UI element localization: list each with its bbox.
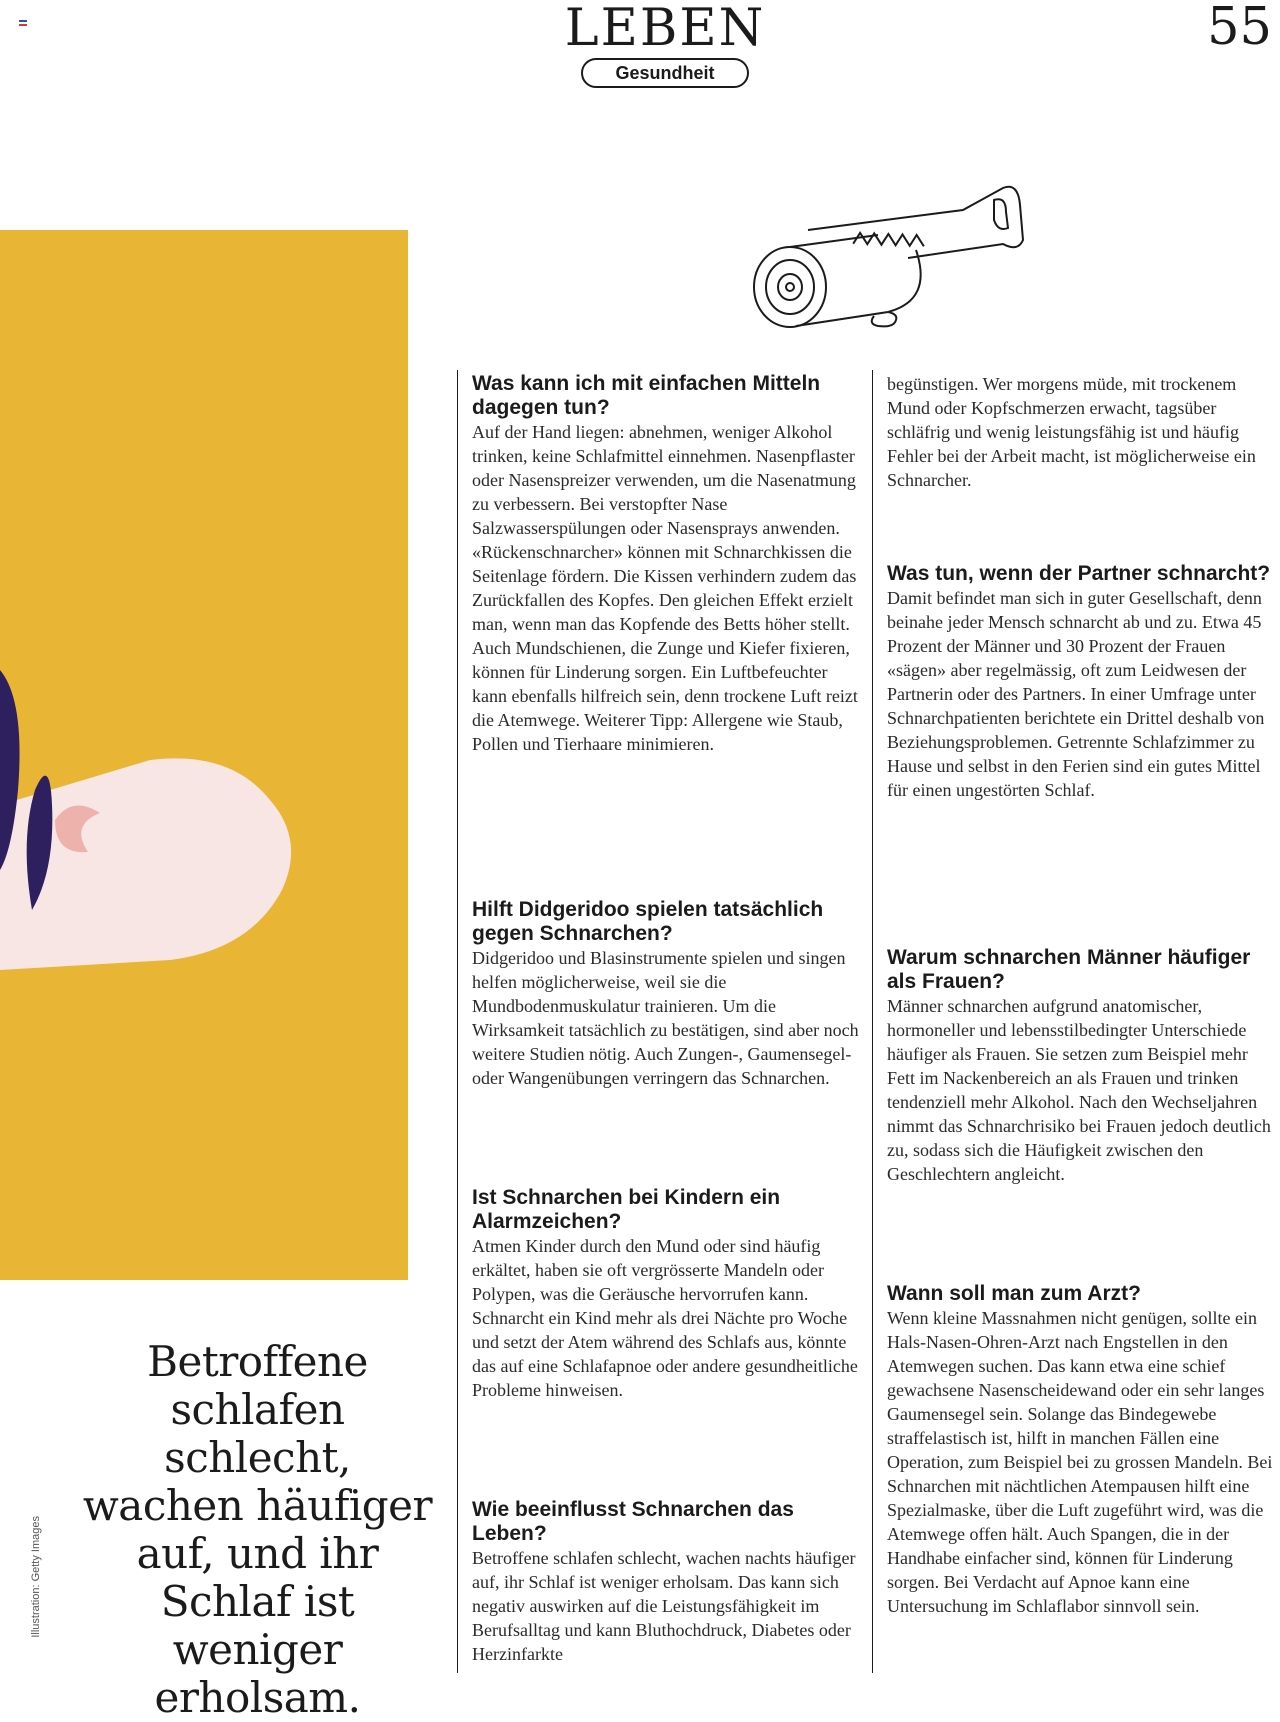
- section-title: LEBEN: [564, 0, 766, 58]
- article-body: Atmen Kinder durch den Mund oder sind häufig erkältet, haben sie oft vergrösserte Mandeln oder Polypen, was die Geräusche hervorrufen kann. Schnarcht ein Kind mehr als drei Nächte pro Woche und setzt der Atem während des Schlafs aus, könnte das auf eine Schlafapnoe oder andere gesundheitliche Probleme hinweisen.: [472, 1236, 858, 1400]
- page-number: 55: [1207, 0, 1272, 57]
- sleeping-person-illustration: [0, 230, 408, 1280]
- article-block: [472, 372, 862, 756]
- article-heading: Was kann ich mit einfachen Mitteln dagegen tun?: [472, 372, 821, 419]
- flag-icon: [19, 20, 27, 26]
- quote-line: auf, und ihr: [136, 1529, 379, 1578]
- article-heading: Ist Schnarchen bei Kindern ein Alarmzeichen?: [472, 1186, 781, 1233]
- article-block: [472, 1186, 862, 1402]
- column-divider: [457, 370, 458, 1673]
- article-block: [472, 898, 862, 1090]
- article-heading: Wie beeinflusst Schnarchen das Leben?: [472, 1498, 794, 1545]
- article-body: Wenn kleine Massnahmen nicht genügen, sollte ein Hals-Nasen-Ohren-Arzt nach Engstellen in den Atemwegen suchen. Das kann etwa eine schief gewachsene Nasenscheidewand oder ein sehr langes Gaumensegel sein. Solange das Bindegewebe straffelastisch ist, hilft in manchen Fällen eine Operation, zum Beispiel bei zu grossen Mandeln. Bei Schnarchen mit nächtlichen Atempausen hilft eine Spezialmaske, über die Luft zugeführt wird, was die Atemwege offen hält. Auch Spangen, die in der Handhabe einfacher sind, können für Linderung sorgen. Bei Verdacht auf Apnoe kann eine Untersuchung im Schlaflabor sinnvoll sein.: [887, 1308, 1273, 1616]
- article-heading: Hilft Didgeridoo spielen tatsächlich gegen Schnarchen?: [472, 898, 824, 945]
- article-heading: Was tun, wenn der Partner schnarcht?: [887, 562, 1271, 585]
- image-credit: Illustration: Getty Images: [30, 1516, 42, 1638]
- category-label: Gesundheit: [581, 58, 749, 88]
- article-block: [887, 946, 1277, 1186]
- article-heading: Wann soll man zum Arzt?: [887, 1282, 1141, 1305]
- article-block: [887, 1282, 1277, 1618]
- article-block: [887, 372, 1277, 492]
- quote-line: Betroffene: [147, 1337, 368, 1386]
- article-body: Damit befindet man sich in guter Gesellschaft, denn beinahe jeder Mensch schnarcht ab und zu. Etwa 45 Prozent der Männer und 30 Prozent der Frauen «sägen» aber regelmässig, oft zum Leidwesen der Partnerin oder des Partners. In einer Umfrage unter Schnarchpatienten berichtete ein Drittel deshalb von Beziehungsproblemen. Getrennte Schlafzimmer zu Hause und selbst in den Ferien sind ein gutes Mittel für einen ungestörten Schlaf.: [887, 588, 1265, 800]
- article-block: [887, 562, 1277, 802]
- article-body: Betroffene schlafen schlecht, wachen nachts häufiger auf, ihr Schlaf ist weniger erholsam. Das kann sich negativ auswirken auf die Leistungsfähigkeit im Berufsalltag und kann Bluthochdruck, Diabetes oder Herzinfarkte: [472, 1548, 856, 1664]
- article-block: [472, 1498, 862, 1666]
- article-heading: Warum schnarchen Männer häufiger als Frauen?: [887, 946, 1251, 993]
- pull-quote: [80, 1338, 435, 1722]
- quote-line: wachen häufiger: [82, 1481, 433, 1530]
- quote-line: erholsam.: [154, 1673, 361, 1722]
- article-body: Didgeridoo und Blasinstrumente spielen und singen helfen möglicherweise, weil sie die Mundbodenmuskulatur trainieren. Um die Wirksamkeit tatsächlich zu bestätigen, sind aber noch weitere Studien nötig. Auch Zungen-, Gaumensegel- oder Wangenübungen verringern das Schnarchen.: [472, 948, 859, 1088]
- article-body: Auf der Hand liegen: abnehmen, weniger Alkohol trinken, keine Schlafmittel einnehmen. Nasenpflaster oder Nasenspreizer verwenden, um die Nasenatmung zu verbessern. Bei verstopfter Nase Salzwasserspülungen oder Nasensprays anwenden. «Rückenschnarcher» können mit Schnarchkissen die Seitenlage fördern. Die Kissen verhindern zudem das Zurückfallen des Kopfes. Den gleichen Effekt erzielt man, wenn man das Kopfende des Betts höher stellt. Auch Mundschienen, die Zunge und Kiefer fixieren, können für Linderung sorgen. Ein Luftbefeuchter kann ebenfalls hilfreich sein, denn trockene Luft reizt die Atemwege. Weiterer Tipp: Allergene wie Staub, Pollen und Tierhaare minimieren.: [472, 422, 858, 754]
- quote-line: Schlaf ist weniger: [160, 1577, 355, 1674]
- column-divider: [872, 370, 873, 1673]
- log-and-saw-icon: [748, 180, 1028, 335]
- article-body: begünstigen. Wer morgens müde, mit trockenem Mund oder Kopfschmerzen erwacht, tagsüber schläfrig und wenig leistungsfähig ist und häufig Fehler bei der Arbeit macht, ist möglicherweise ein Schnarcher.: [887, 374, 1256, 490]
- article-body: Männer schnarchen aufgrund anatomischer, hormoneller und lebensstilbedingter Unterschiede häufiger als Frauen. Sie setzen zum Beispiel mehr Fett im Nackenbereich an als Frauen und trinken tendenziell mehr Alkohol. Nach den Wechseljahren nimmt das Schnarchrisiko bei Frauen jedoch deutlich zu, sodass sich die Häufigkeit zwischen den Geschlechtern angleicht.: [887, 996, 1271, 1184]
- quote-line: schlafen schlecht,: [164, 1385, 351, 1482]
